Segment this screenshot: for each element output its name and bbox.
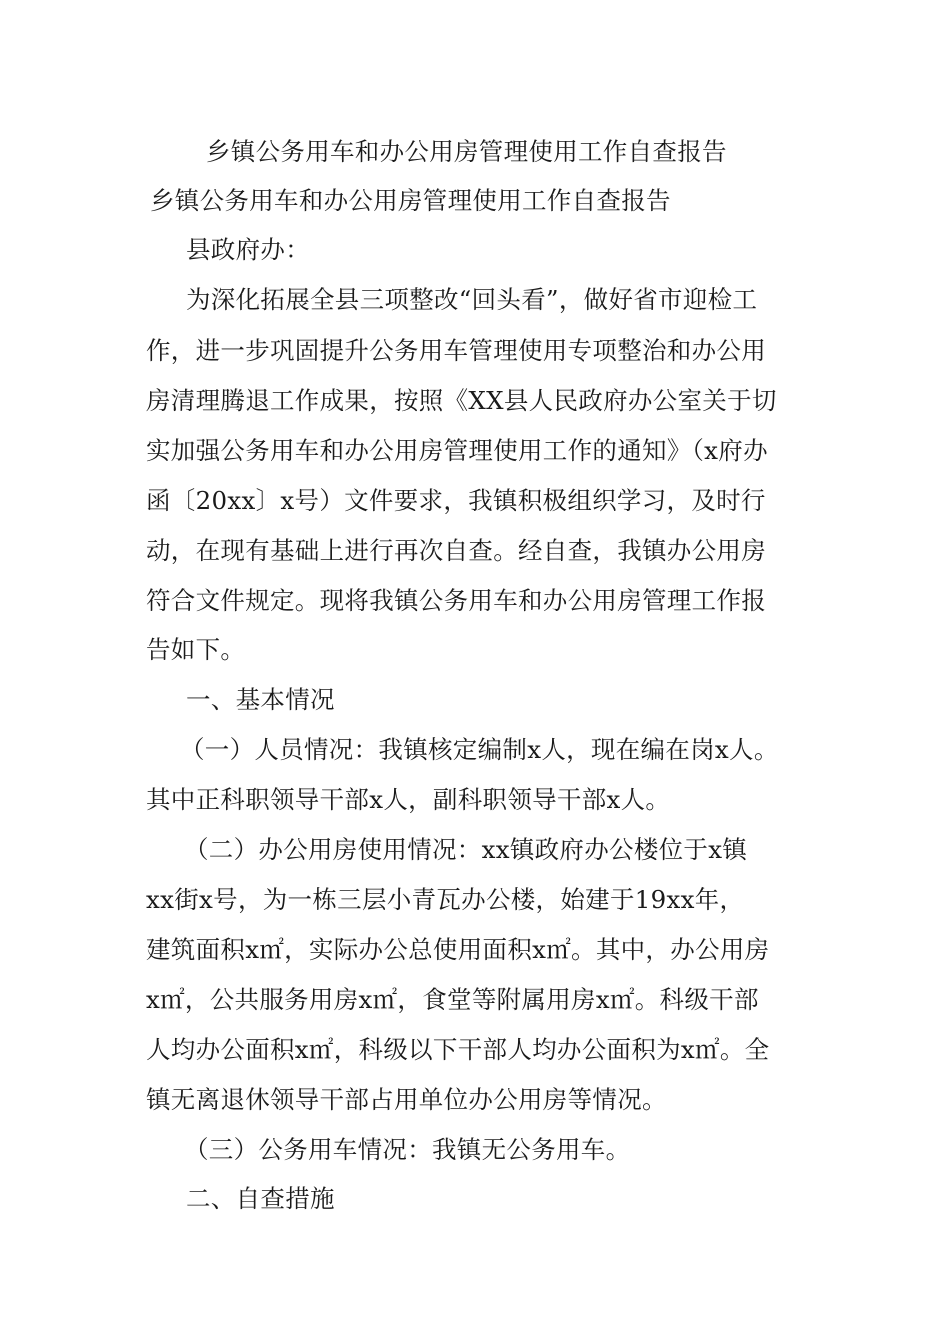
intro-line: 实加强公务用车和办公用房管理使用工作的通知》（x府办 <box>146 436 768 465</box>
office-line: 人均办公面积x㎡，科级以下干部人均办公面积为x㎡。全 <box>146 1035 770 1064</box>
personnel-line: （一）人员情况：我镇核定编制x人，现在编在岗x人。 <box>180 735 779 764</box>
document-title: 乡镇公务用车和办公用房管理使用工作自查报告 <box>206 137 727 166</box>
section-heading-selfcheck: 二、自查措施 <box>186 1184 335 1213</box>
office-line: 镇无离退休领导干部占用单位办公用房等情况。 <box>146 1085 667 1114</box>
intro-line: 告如下。 <box>146 635 246 664</box>
vehicle-line: （三）公务用车情况：我镇无公务用车。 <box>184 1135 631 1164</box>
intro-line: 动，在现有基础上进行再次自查。经自查，我镇办公用房 <box>146 536 766 565</box>
section-heading-basic: 一、基本情况 <box>186 685 335 714</box>
intro-line: 为深化拓展全县三项整改“回头看”，做好省市迎检工 <box>186 285 758 314</box>
intro-line: 函〔20xx〕x号）文件要求，我镇积极组织学习，及时行 <box>146 486 766 515</box>
document-subtitle: 乡镇公务用车和办公用房管理使用工作自查报告 <box>150 186 671 215</box>
intro-line: 房清理腾退工作成果，按照《XX县人民政府办公室关于切 <box>146 386 777 415</box>
intro-line: 作，进一步巩固提升公务用车管理使用专项整治和办公用 <box>146 336 766 365</box>
personnel-line: 其中正科职领导干部x人，副科职领导干部x人。 <box>146 785 671 814</box>
office-line: x㎡，公共服务用房x㎡，食堂等附属用房x㎡。科级干部 <box>146 985 759 1014</box>
salutation: 县政府办： <box>186 235 310 264</box>
office-line: 建筑面积x㎡，实际办公总使用面积x㎡。其中，办公用房 <box>146 935 770 964</box>
office-line: （二）办公用房使用情况：xx镇政府办公楼位于x镇 <box>184 835 748 864</box>
office-line: xx街x号，为一栋三层小青瓦办公楼，始建于19xx年， <box>146 885 745 914</box>
intro-line: 符合文件规定。现将我镇公务用车和办公用房管理工作报 <box>146 586 766 615</box>
